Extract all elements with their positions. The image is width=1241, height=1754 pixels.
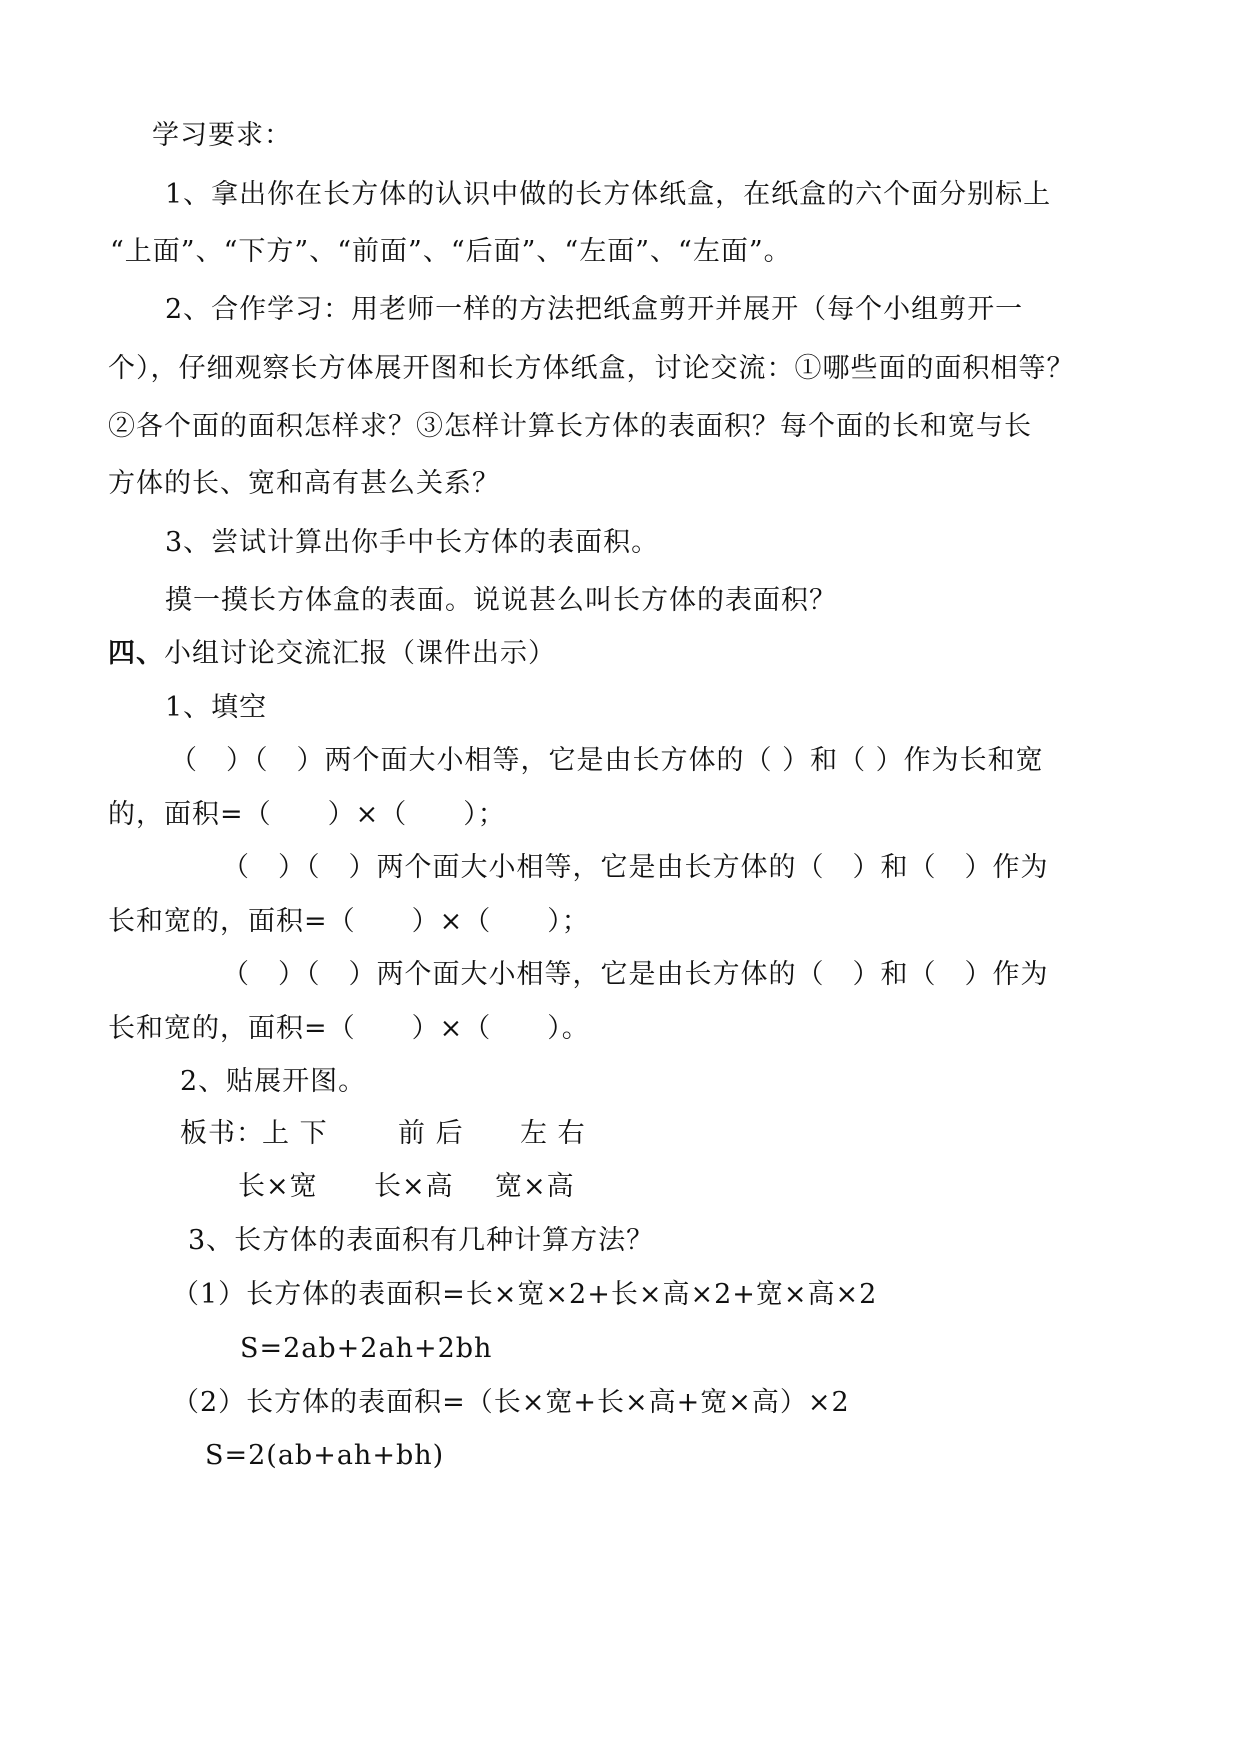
method-1-formula: S=2ab+2ah+2bh xyxy=(240,1333,493,1364)
board-formula-width-height: 宽×高 xyxy=(495,1171,575,1202)
fill-item-3-line-1: （ ）（ ）两个面大小相等，它是由长方体的（ ）和（ ）作为 xyxy=(222,959,1049,990)
section-4-heading xyxy=(108,634,556,674)
method-2: （2）长方体的表面积=（长×宽+长×高+宽×高）×2 xyxy=(172,1387,850,1418)
method-1: （1）长方体的表面积=长×宽×2+长×高×2+宽×高×2 xyxy=(172,1279,878,1310)
board-faces-left-right: 左 右 xyxy=(520,1118,586,1149)
board-formula-length-width: 长×宽 xyxy=(238,1171,318,1202)
requirement-1-line-1: 1、拿出你在长方体的认识中做的长方体纸盒，在纸盒的六个面分别标上 xyxy=(165,179,1052,210)
requirement-2-line-4: 方体的长、宽和高有甚么关系？ xyxy=(108,468,500,499)
paste-net-step: 2、贴展开图。 xyxy=(180,1066,367,1097)
fill-item-3-line-2: 长和宽的，面积=（ ）×（ ）。 xyxy=(108,1013,590,1044)
fill-blank-heading: 1、填空 xyxy=(165,692,268,723)
requirements-heading: 学习要求： xyxy=(152,120,292,151)
fill-item-2-line-2: 长和宽的，面积=（ ）×（ ）； xyxy=(108,906,590,937)
section-4-title: 小组讨论交流汇报（课件出示） xyxy=(164,638,556,669)
methods-question: 3、长方体的表面积有几种计算方法？ xyxy=(188,1225,655,1256)
fill-item-1-line-1: （ ）（ ）两个面大小相等，它是由长方体的（ ）和（ ）作为长和宽 xyxy=(170,745,1044,776)
requirement-3: 3、尝试计算出你手中长方体的表面积。 xyxy=(165,527,660,558)
board-faces-front-back: 前 后 xyxy=(398,1118,464,1149)
requirement-1-line-2: “上面”、“下方”、“前面”、“后面”、“左面”、“左面”。 xyxy=(110,236,792,267)
board-label: 板书： xyxy=(180,1118,264,1149)
board-faces-top-bottom: 上 下 xyxy=(262,1118,328,1149)
requirement-2-line-3: ②各个面的面积怎样求？③怎样计算长方体的表面积？每个面的长和宽与长 xyxy=(108,411,1032,442)
section-4-number: 四、 xyxy=(108,638,164,669)
method-2-formula: S=2(ab+ah+bh) xyxy=(205,1440,445,1471)
touch-surface-prompt: 摸一摸长方体盒的表面。说说甚么叫长方体的表面积？ xyxy=(165,585,837,616)
fill-item-2-line-1: （ ）（ ）两个面大小相等，它是由长方体的（ ）和（ ）作为 xyxy=(222,852,1049,883)
requirement-2-line-2: 个），仔细观察长方体展开图和长方体纸盒，讨论交流：①哪些面的面积相等？ xyxy=(108,353,1075,384)
board-formula-length-height: 长×高 xyxy=(374,1171,454,1202)
requirement-2-line-1: 2、合作学习：用老师一样的方法把纸盒剪开并展开（每个小组剪开一 xyxy=(165,294,1024,325)
fill-item-1-line-2: 的，面积=（ ）×（ ）； xyxy=(108,799,506,830)
